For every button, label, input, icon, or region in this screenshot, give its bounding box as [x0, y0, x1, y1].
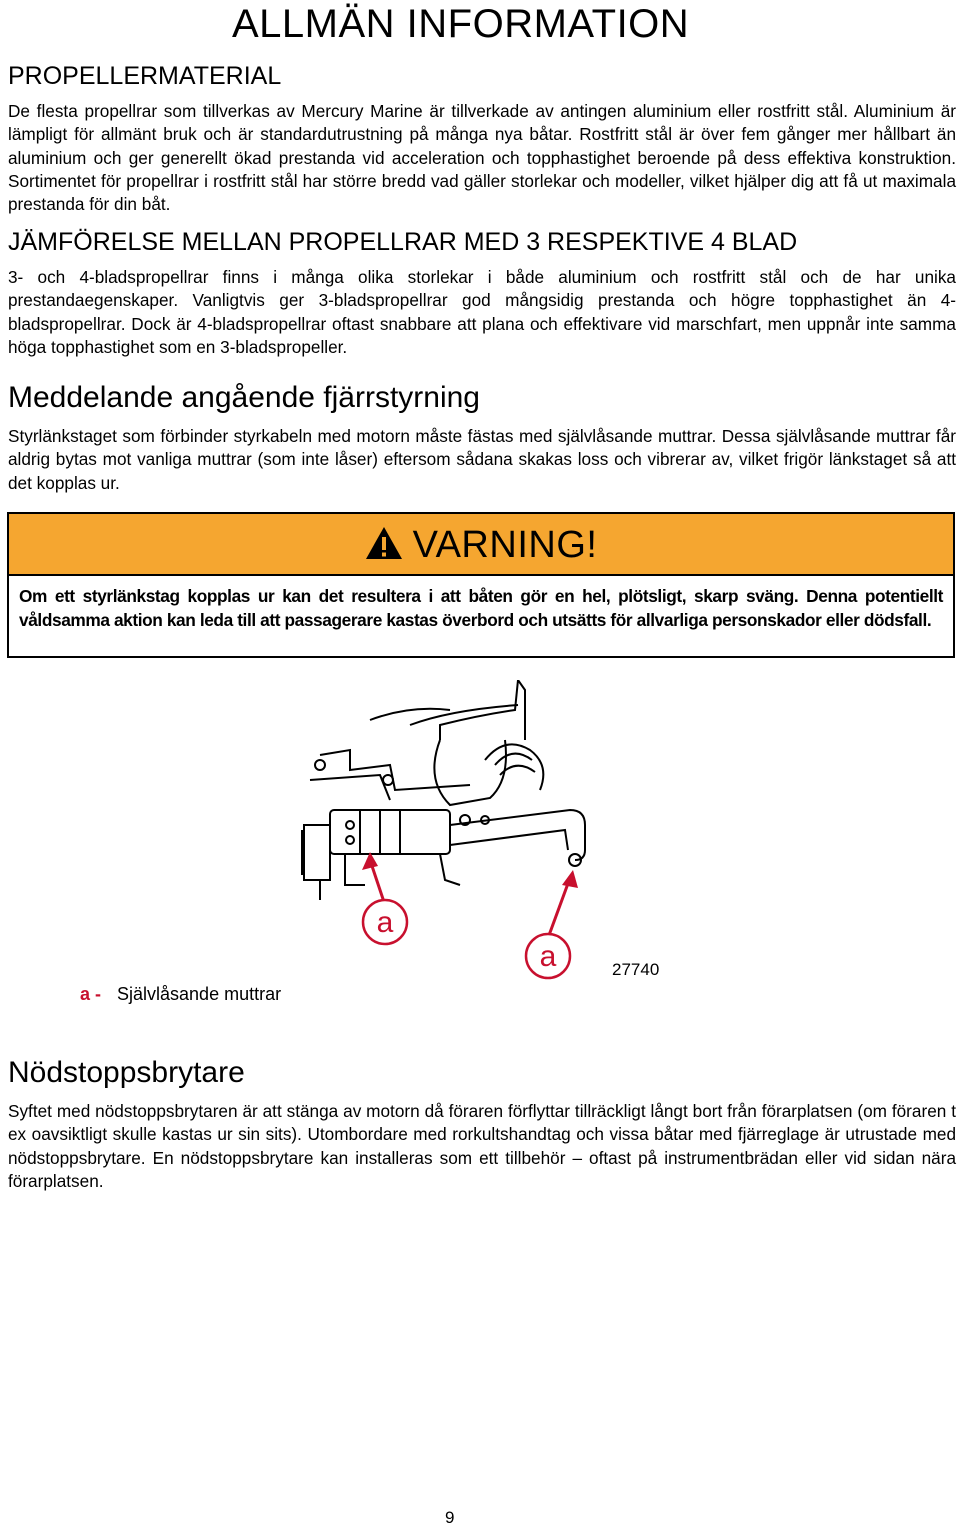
figure-number: 27740	[612, 960, 660, 979]
page-number: 9	[445, 1508, 455, 1527]
warning-text: Om ett styrlänkstag kopplas ur kan det resultera i att båten gör en hel, plötsligt, skarp sväng. Denna potentiellt våldsamma aktion kan leda till att passagerare kastas överbord och utsätts för allvarliga personskador eller dödsfall.	[19, 586, 943, 630]
steering-link-illustration	[290, 680, 600, 980]
paragraph-propeller-material: De flesta propellrar som tillverkas av Mercury Marine är tillverkade av antingen aluminium eller rostfritt stål. Aluminium är lämpligt för allmänt bruk och är standardutrustning på många nya båtar. Rostfritt stål är över fem gånger mer hållbart än aluminium och ger generellt ökad prestanda vid acceleration och topphastighet beroende på dess effektiva konstruktion. Sortimentet för propellrar i rostfritt stål har större bredd vad gäller storlekar och modeller, vilket hjälper dig att få ut maximala prestanda för din båt.	[8, 101, 956, 215]
legend-text: Självlåsande muttrar	[117, 984, 282, 1004]
section-heading-blade-comparison: JÄMFÖRELSE MELLAN PROPELLRAR MED 3 RESPEKTIVE 4 BLAD	[8, 228, 798, 256]
section-heading-remote-steering: Meddelande angående fjärrstyrning	[8, 381, 480, 414]
callout-a-1: a	[376, 906, 394, 939]
section-heading-propeller-material: PROPELLERMATERIAL	[8, 62, 282, 90]
warning-box	[7, 512, 955, 658]
callout-a-2: a	[539, 940, 557, 973]
page-title: ALLMÄN INFORMATION	[232, 2, 690, 46]
warning-triangle-icon	[365, 526, 403, 565]
legend-key: a -	[80, 984, 102, 1004]
paragraph-emergency-stop: Syftet med nödstoppsbrytaren är att stänga av motorn då föraren förflyttar tillräckligt långt bort från förarplatsen (om föraren t ex oavsiktligt skulle kastas ur sin sits). Utombordare med rorkultshandtag och vissa båtar med fjärreglage är utrustade med nödstoppsbrytare. En nödstoppsbrytare kan installeras som ett tillbehör – oftast på instrumentbrädan eller vid sidan nära förarplatsen.	[8, 1101, 956, 1191]
section-heading-emergency-stop: Nödstoppsbrytare	[8, 1056, 245, 1089]
figure-legend	[80, 984, 281, 1005]
paragraph-blade-comparison: 3- och 4-bladspropellrar finns i många olika storlekar i både aluminium och rostfritt stål och de har unika prestandaegenskaper. Vanligtvis ger 3-bladspropellrar god mångsidig prestanda och högre topphastighet än 4-bladspropellrar. Dock är 4-bladspropellrar oftast snabbare att plana och effektivare vid marschfart, men uppnår inte samma höga topphastighet som en 3-bladspropeller.	[8, 267, 956, 357]
paragraph-remote-steering: Styrlänkstaget som förbinder styrkabeln med motorn måste fästas med självlåsande muttrar. Dessa självlåsande muttrar får aldrig bytas mot vanliga muttrar (som inte låser) eftersom sådana skakas loss och vibrerar av, vilket frigör länkstaget så att det kopplas ur.	[8, 426, 956, 493]
warning-title: VARNING!	[412, 523, 598, 566]
warning-header	[9, 514, 953, 576]
